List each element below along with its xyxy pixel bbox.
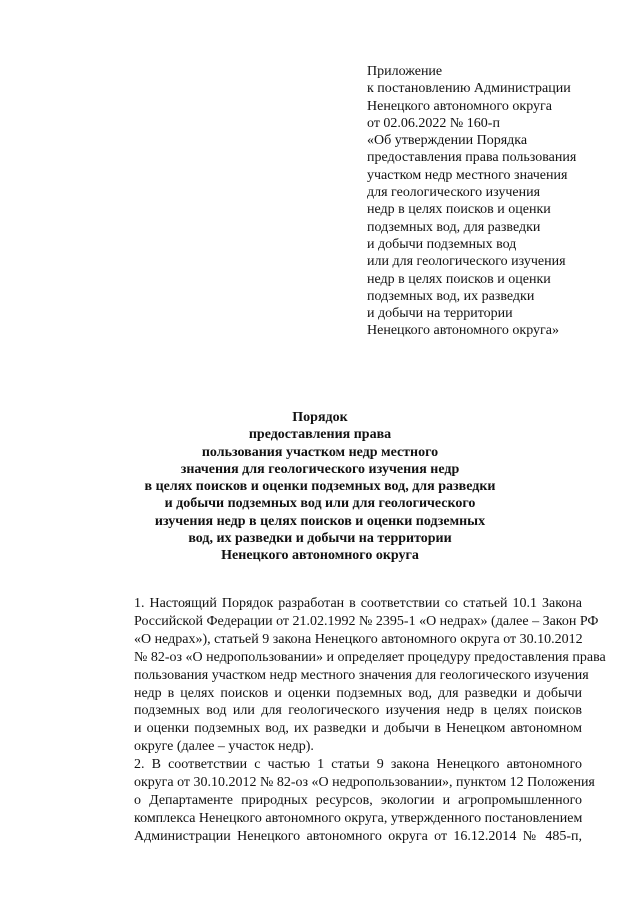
title-line: вод, их разведки и добычи на территории: [188, 531, 452, 547]
appendix-line: для геологического изучения: [367, 185, 541, 201]
appendix-line: недр в целях поисков и оценки: [367, 271, 551, 287]
appendix-line: подземных вод, для разведки: [367, 219, 541, 235]
appendix-line: «Об утверждении Порядка: [367, 133, 528, 149]
title-line: предоставления права: [248, 427, 392, 443]
paragraph-line: 1. Настоящий Порядок разработан в соответствии со статьей 10.1 Закона: [134, 596, 582, 611]
title-line: изучения недр в целях поисков и оценки подземных: [154, 513, 486, 529]
appendix-line: Ненецкого автономного округа»: [367, 323, 559, 339]
paragraph-line: Администрации Ненецкого автономного округа от 16.12.2014 № 485-п,: [134, 828, 582, 844]
document-title: [0, 409, 640, 565]
appendix-line: или для геологического изучения: [367, 254, 566, 270]
title-line: пользования участком недр местного: [201, 444, 439, 460]
paragraph-line: округа от 30.10.2012 № 82-оз «О недропользовании», пунктом 12 Положения: [134, 775, 595, 791]
appendix-line: и добычи на территории: [367, 306, 513, 322]
paragraph-line: подземных вод или для геологического изучения недр в целях поисков: [134, 703, 582, 719]
appendix-line: от 02.06.2022 № 160-п: [367, 115, 500, 131]
paragraph-line: округе (далее – участок недр).: [134, 739, 314, 755]
title-line: Ненецкого автономного округа: [221, 548, 419, 564]
title-line: Порядок: [292, 410, 348, 425]
paragraph-line: недр в целях поисков и оценки подземных вод, для разведки и добычи: [134, 685, 582, 701]
appendix-line: Ненецкого автономного округа: [367, 98, 552, 114]
paragraph-line: Российской Федерации от 21.02.1992 № 2395-1 «О недрах» (далее – Закон РФ: [134, 613, 599, 629]
appendix-line: подземных вод, их разведки: [367, 288, 535, 304]
document-body: [98, 595, 606, 846]
paragraph-line: о Департаменте природных ресурсов, экологии и агропромышленного: [134, 792, 582, 808]
paragraph-line: «О недрах»), статьей 9 закона Ненецкого автономного округа от 30.10.2012: [134, 631, 583, 647]
paragraph-line: пользования участком недр местного значения для геологического изучения: [134, 667, 589, 683]
appendix-line: и добычи подземных вод: [367, 236, 517, 252]
paragraph-line: № 82-оз «О недропользовании» и определяет процедуру предоставления права: [134, 649, 606, 665]
paragraph-line: и оценки подземных вод, их разведки и добычи в Ненецком автономном: [134, 721, 582, 737]
title-line: и добычи подземных вод или для геологического: [164, 496, 476, 512]
paragraph-line: 2. В соответствии с частью 1 статьи 9 закона Ненецкого автономного: [134, 757, 582, 773]
appendix-line: предоставления права пользования: [367, 150, 577, 166]
paragraph-line: комплекса Ненецкого автономного округа, утвержденного постановлением: [134, 810, 583, 826]
appendix-block: [367, 63, 576, 340]
paragraph-1: [98, 595, 606, 756]
appendix-line: Приложение: [367, 64, 443, 79]
title-line: значения для геологического изучения недр: [180, 461, 460, 477]
appendix-line: участком недр местного значения: [367, 167, 568, 183]
paragraph-2: [98, 756, 595, 846]
appendix-line: недр в целях поисков и оценки: [367, 202, 551, 218]
appendix-line: к постановлению Администрации: [367, 81, 571, 97]
title-line: в целях поисков и оценки подземных вод, для разведки: [144, 479, 496, 495]
